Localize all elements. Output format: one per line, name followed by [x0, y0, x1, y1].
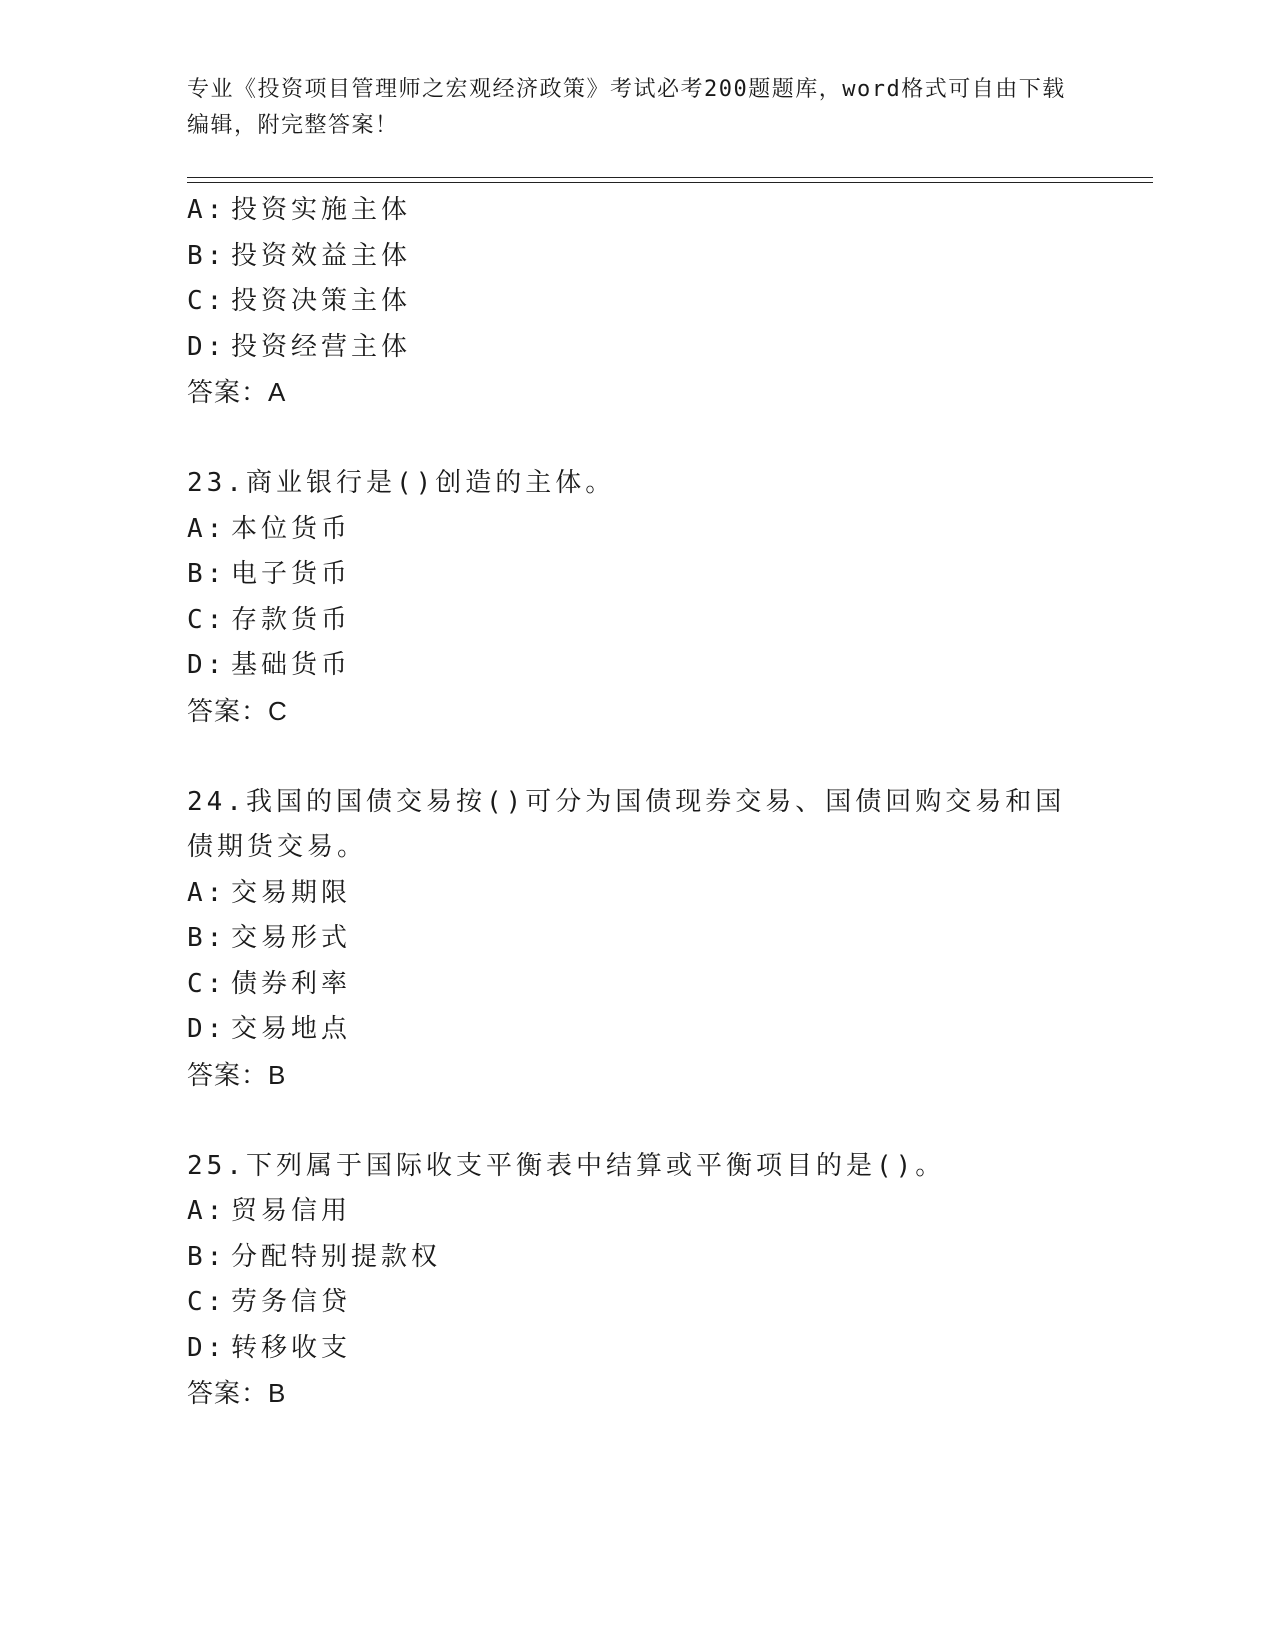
- option-text: 投资实施主体: [231, 195, 412, 225]
- option-text: 本位货币: [231, 513, 352, 544]
- option-b: [187, 234, 1067, 280]
- option-b: [187, 1235, 1067, 1281]
- option-key: C:: [187, 286, 227, 316]
- question-stem: 25.下列属于国际收支平衡表中结算或平衡项目的是()。: [187, 1150, 946, 1181]
- option-key: C:: [187, 604, 227, 635]
- question-gap: [187, 734, 1067, 780]
- question-stem: 23.商业银行是()创造的主体。: [187, 468, 616, 498]
- question-stem: 24.我国的国债交易按()可分为国债现券交易、国债回购交易和国债期货交易。: [187, 786, 1066, 862]
- option-c: [187, 1280, 1067, 1326]
- option-key: B:: [187, 923, 227, 953]
- document-header: 专业《投资项目管理师之宏观经济政策》考试必考200题题库，word格式可自由下载编辑，附完整答案！: [187, 77, 1066, 138]
- option-key: A:: [187, 513, 227, 544]
- answer-line: 答案：C: [187, 695, 288, 726]
- option-c: [187, 279, 1067, 325]
- option-key: B:: [187, 240, 227, 271]
- header-divider-bottom: [187, 182, 1153, 183]
- option-key: C:: [187, 1287, 227, 1317]
- option-a: [187, 871, 1067, 917]
- option-text: 转移收支: [231, 1332, 352, 1363]
- option-a: [187, 188, 1067, 234]
- question-block: [187, 780, 1067, 1099]
- question-block: [187, 461, 1067, 734]
- option-key: A:: [187, 877, 227, 908]
- option-text: 投资决策主体: [231, 286, 412, 316]
- option-key: D:: [187, 650, 227, 680]
- option-key: D:: [187, 331, 227, 362]
- option-d: [187, 325, 1067, 371]
- option-text: 劳务信贷: [231, 1287, 352, 1317]
- answer-line: 答案：B: [187, 1059, 287, 1090]
- option-d: [187, 643, 1067, 689]
- option-key: D:: [187, 1332, 227, 1363]
- question-block: [187, 188, 1067, 416]
- option-c: [187, 962, 1067, 1008]
- option-d: [187, 1007, 1067, 1053]
- answer-line: 答案：A: [187, 377, 287, 407]
- answer-line: 答案：B: [187, 1378, 287, 1408]
- option-text: 贸易信用: [231, 1196, 352, 1226]
- option-key: B:: [187, 1241, 227, 1272]
- header-divider-top: [187, 177, 1153, 178]
- option-c: [187, 598, 1067, 644]
- option-text: 存款货币: [231, 604, 352, 635]
- option-text: 投资经营主体: [231, 331, 412, 362]
- option-key: A:: [187, 195, 227, 225]
- option-text: 电子货币: [231, 559, 352, 589]
- option-b: [187, 916, 1067, 962]
- question-list: [187, 188, 1067, 1417]
- option-d: [187, 1326, 1067, 1372]
- option-text: 交易形式: [231, 923, 352, 953]
- option-key: D:: [187, 1014, 227, 1044]
- option-a: [187, 1189, 1067, 1235]
- option-text: 投资效益主体: [231, 240, 412, 271]
- option-text: 债券利率: [231, 968, 352, 999]
- option-key: A:: [187, 1196, 227, 1226]
- option-text: 交易地点: [231, 1014, 352, 1044]
- option-text: 分配特别提款权: [231, 1241, 442, 1272]
- option-b: [187, 552, 1067, 598]
- question-gap: [187, 1098, 1067, 1144]
- option-key: B:: [187, 559, 227, 589]
- option-text: 基础货币: [231, 650, 352, 680]
- question-block: [187, 1144, 1067, 1417]
- option-a: [187, 507, 1067, 553]
- option-key: C:: [187, 968, 227, 999]
- option-text: 交易期限: [231, 877, 352, 908]
- question-gap: [187, 416, 1067, 462]
